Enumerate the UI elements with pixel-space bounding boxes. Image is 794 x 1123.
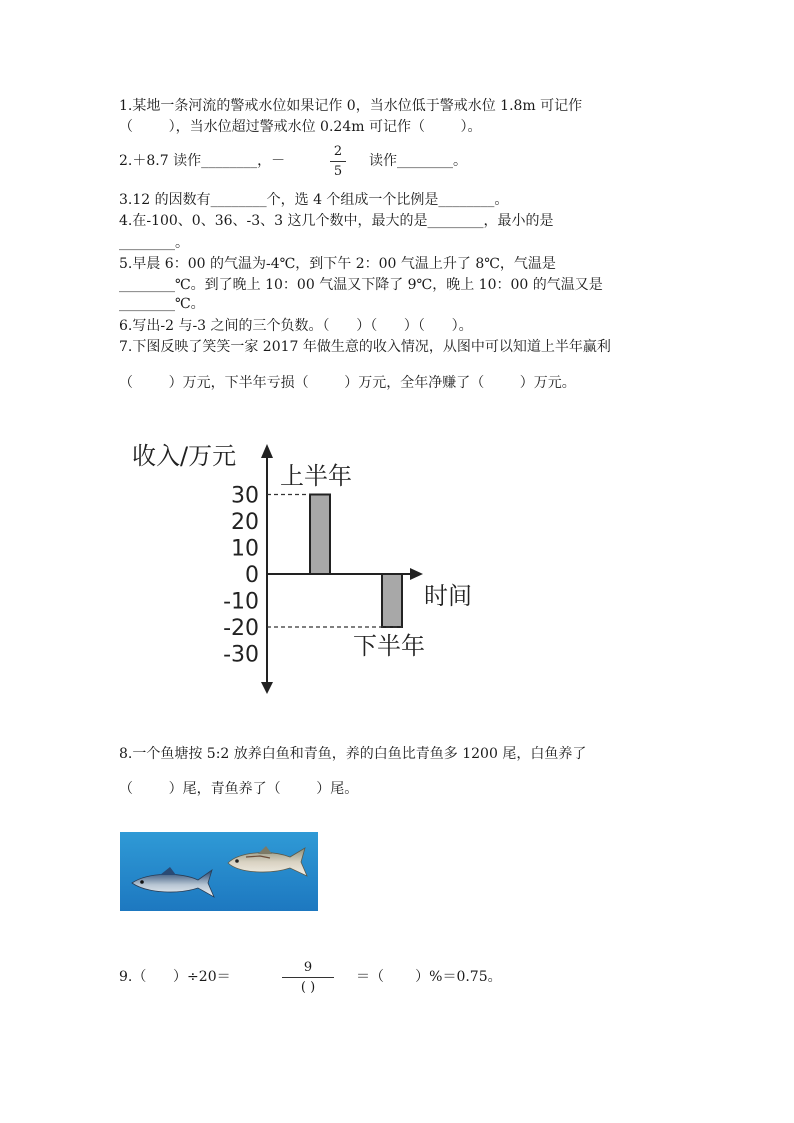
q1-line2: （ ），当水位超过警戒水位 0.24m 可记作（ ）。	[119, 119, 482, 135]
y-tick-label: 0	[245, 563, 259, 588]
q5-line2: ________℃。到了晚上 10：00 气温又下降了 9℃，晚上 10：00 的气温又是	[119, 277, 603, 293]
y-tick-label: 30	[231, 483, 259, 509]
q9-fraction-numerator: 9	[303, 960, 313, 975]
q9-part2: ＝（ ）%＝0.75。	[356, 969, 502, 985]
q2-fraction-numerator: 2	[333, 144, 343, 159]
category-label: 上半年	[280, 462, 352, 490]
q4-line1: 4.在-100、0、36、-3、3 这几个数中，最大的是________，最小的是	[119, 213, 554, 229]
bar-second-half	[382, 574, 402, 627]
q5-line1: 5.早晨 6：00 的气温为-4℃，到下午 2：00 气温上升了 8℃，气温是	[119, 256, 556, 272]
fraction-bar	[330, 161, 346, 162]
fraction-bar	[282, 977, 334, 978]
q9-part1: 9.（ ）÷20＝	[119, 969, 231, 985]
q2-fraction	[330, 144, 346, 179]
y-tick-label: -20	[223, 616, 259, 641]
q2-part1: 2.＋8.7 读作________，－	[119, 153, 286, 169]
y-tick-label: -10	[223, 589, 259, 615]
income-bar-chart	[120, 430, 480, 700]
y-tick-label: -30	[223, 642, 259, 668]
q8-line1: 8.一个鱼塘按 5:2 放养白鱼和青鱼，养的白鱼比青鱼多 1200 尾，白鱼养了	[119, 746, 587, 762]
category-label: 下半年	[353, 632, 425, 660]
q7-line2: （ ）万元，下半年亏损（ ）万元，全年净赚了（ ）万元。	[119, 375, 576, 391]
q2-fraction-denominator: 5	[333, 164, 343, 179]
q4-line2: ________。	[119, 235, 189, 251]
y-tick-label: 10	[231, 536, 259, 562]
chart-ylabel: 收入/万元	[132, 442, 237, 470]
y-tick-label: 20	[231, 510, 259, 535]
chart-xlabel: 时间	[424, 582, 472, 610]
q5-line3: ________℃。	[119, 296, 205, 312]
q1-line1: 1.某地一条河流的警戒水位如果记作 0，当水位低于警戒水位 1.8m 可记作	[119, 98, 583, 114]
q3-line1: 3.12 的因数有________个，选 4 个组成一个比例是________。	[119, 192, 509, 208]
water-background	[120, 832, 318, 911]
q9-fraction-denominator: ( )	[300, 980, 316, 995]
q7-line1: 7.下图反映了笑笑一家 2017 年做生意的收入情况，从图中可以知道上半年赢利	[119, 339, 611, 355]
q2-part2: 读作________。	[369, 153, 467, 169]
bar-first-half	[310, 495, 330, 575]
fish-picture	[120, 832, 318, 911]
q9-fraction	[282, 960, 334, 995]
q6-line1: 6.写出-2 与-3 之间的三个负数。（ ）（ ）（ ）。	[119, 318, 473, 334]
q8-line2: （ ）尾，青鱼养了（ ）尾。	[119, 781, 359, 797]
